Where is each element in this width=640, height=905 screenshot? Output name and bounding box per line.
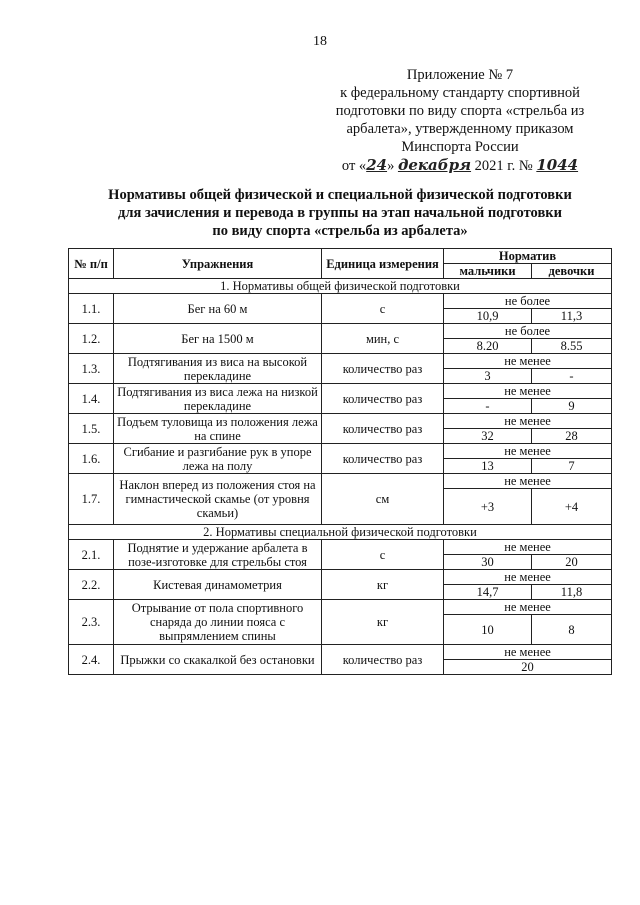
- row-condition: не менее: [444, 645, 612, 660]
- appendix-date-line: [310, 156, 610, 175]
- document-title: [70, 186, 610, 240]
- appendix-line: арбалета», утвержденному приказом: [346, 121, 574, 137]
- row-girls-value: 28: [532, 429, 612, 444]
- row-boys-value: 14,7: [444, 585, 532, 600]
- title-line: Нормативы общей физической и специальной физической подготовки: [108, 187, 572, 203]
- row-boys-value: +3: [444, 489, 532, 525]
- row-condition: не менее: [444, 474, 612, 489]
- title-line: для зачисления и перевода в группы на этап начальной подготовки: [118, 205, 562, 221]
- header-num: № п/п: [69, 249, 114, 279]
- row-exercise: Кистевая динамометрия: [114, 570, 322, 600]
- row-exercise: Сгибание и разгибание рук в упоре лежа на полу: [114, 444, 322, 474]
- row-condition: не более: [444, 294, 612, 309]
- row-exercise: Подтягивания из виса на высокой перекладине: [114, 354, 322, 384]
- row-boys-value: 32: [444, 429, 532, 444]
- row-num: 1.4.: [69, 384, 114, 414]
- header-unit: Единица измерения: [322, 249, 444, 279]
- row-exercise: Наклон вперед из положения стоя на гимнастической скамье (от уровня скамьи): [114, 474, 322, 525]
- row-boys-value: 10,9: [444, 309, 532, 324]
- date-mid: »: [387, 158, 398, 174]
- row-num: 1.3.: [69, 354, 114, 384]
- row-condition: не менее: [444, 600, 612, 615]
- standards-table: [68, 248, 612, 675]
- row-num: 2.2.: [69, 570, 114, 600]
- row-boys-value: 8.20: [444, 339, 532, 354]
- row-exercise: Бег на 1500 м: [114, 324, 322, 354]
- row-num: 2.3.: [69, 600, 114, 645]
- row-boys-value: 3: [444, 369, 532, 384]
- row-exercise: Подъем туловища из положения лежа на спине: [114, 414, 322, 444]
- row-girls-value: 9: [532, 399, 612, 414]
- row-num: 1.6.: [69, 444, 114, 474]
- row-unit: количество раз: [322, 384, 444, 414]
- section-title: 2. Нормативы специальной физической подготовки: [69, 525, 612, 540]
- row-num: 1.1.: [69, 294, 114, 324]
- row-girls-value: 8: [532, 615, 612, 645]
- row-unit: количество раз: [322, 645, 444, 675]
- row-girls-value: 7: [532, 459, 612, 474]
- row-condition: не менее: [444, 540, 612, 555]
- year-text: 2021 г. №: [471, 158, 537, 174]
- row-condition: не менее: [444, 444, 612, 459]
- row-unit: количество раз: [322, 414, 444, 444]
- row-num: 1.7.: [69, 474, 114, 525]
- appendix-line: Минспорта России: [401, 139, 519, 155]
- row-unit: кг: [322, 570, 444, 600]
- row-girls-value: 8.55: [532, 339, 612, 354]
- row-boys-value: -: [444, 399, 532, 414]
- header-norm: Норматив: [444, 249, 612, 264]
- title-line: по виду спорта «стрельба из арбалета»: [212, 223, 468, 239]
- row-condition: не менее: [444, 570, 612, 585]
- row-unit: с: [322, 294, 444, 324]
- date-prefix: от «: [341, 158, 367, 174]
- header-exercise: Упражнения: [114, 249, 322, 279]
- appendix-title: Приложение № 7: [406, 67, 514, 83]
- section-title: 1. Нормативы общей физической подготовки: [69, 279, 612, 294]
- page-number: 18: [313, 34, 327, 49]
- handwritten-day: 24: [366, 156, 388, 174]
- row-exercise: Поднятие и удержание арбалета в позе-изготовке для стрельбы стоя: [114, 540, 322, 570]
- handwritten-number: 1044: [536, 156, 579, 174]
- appendix-block: [310, 66, 610, 175]
- row-boys-value: 10: [444, 615, 532, 645]
- appendix-line: подготовки по виду спорта «стрельба из: [335, 103, 585, 119]
- row-girls-value: 11,3: [532, 309, 612, 324]
- row-unit: мин, с: [322, 324, 444, 354]
- row-exercise: Отрывание от пола спортивного снаряда до линии пояса с выпрямлением спины: [114, 600, 322, 645]
- row-num: 1.2.: [69, 324, 114, 354]
- header-boys: мальчики: [444, 264, 532, 279]
- row-num: 2.4.: [69, 645, 114, 675]
- row-condition: не менее: [444, 414, 612, 429]
- row-boys-value: 13: [444, 459, 532, 474]
- row-unit: с: [322, 540, 444, 570]
- appendix-line: к федеральному стандарту спортивной: [340, 85, 580, 101]
- row-condition: не менее: [444, 384, 612, 399]
- row-condition: не более: [444, 324, 612, 339]
- handwritten-month: декабря: [397, 156, 472, 174]
- row-unit: см: [322, 474, 444, 525]
- row-unit: количество раз: [322, 354, 444, 384]
- header-girls: девочки: [532, 264, 612, 279]
- row-num: 2.1.: [69, 540, 114, 570]
- row-exercise: Бег на 60 м: [114, 294, 322, 324]
- row-boys-value: 30: [444, 555, 532, 570]
- row-exercise: Прыжки со скакалкой без остановки: [114, 645, 322, 675]
- row-num: 1.5.: [69, 414, 114, 444]
- row-girls-value: -: [532, 369, 612, 384]
- row-unit: количество раз: [322, 444, 444, 474]
- row-girls-value: +4: [532, 489, 612, 525]
- row-unit: кг: [322, 600, 444, 645]
- row-condition: не менее: [444, 354, 612, 369]
- row-girls-value: 20: [532, 555, 612, 570]
- row-exercise: Подтягивания из виса лежа на низкой перекладине: [114, 384, 322, 414]
- row-girls-value: 11,8: [532, 585, 612, 600]
- row-both-value: 20: [444, 660, 612, 675]
